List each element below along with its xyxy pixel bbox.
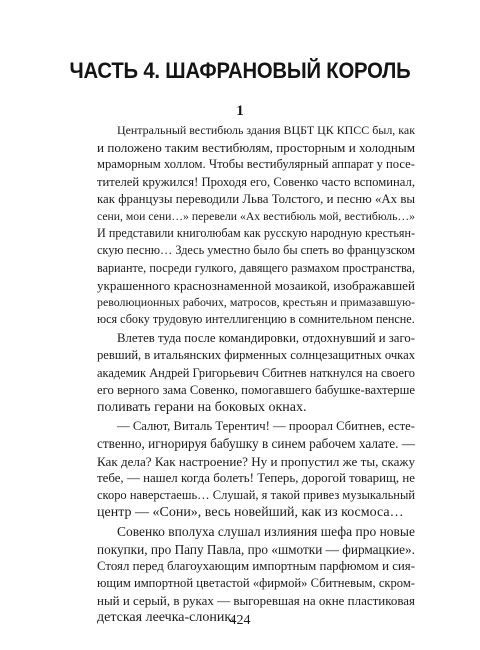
text-line: скую песню… Здесь уместно было бы спеть во французском	[97, 243, 415, 258]
text-line: и положено таким вестибюлям, просторным и холодным	[97, 140, 415, 156]
text-line: ственно, игнорируя бабушку в синем рабочем халате. —	[97, 436, 415, 452]
paragraph	[97, 418, 415, 521]
paragraph	[97, 523, 415, 626]
text-line: варианте, посреди гулкого, давящего размахом пространства,	[97, 260, 415, 275]
paragraph	[97, 122, 415, 328]
text-line: центр — «Сони», весь новейший, как из космоса…	[97, 505, 404, 521]
part-title: ЧАСТЬ 4. ШАФРАНОВЫЙ КОРОЛЬ	[69, 58, 411, 83]
text-line: сени, мои сени…» перевели «Ах вестибюль мой, вестибюль…»	[97, 209, 415, 223]
text-line: покупки, про Папу Павла, про «шмотки — фирмацкие».	[97, 541, 415, 557]
text-line: Влетев туда после командировки, отдохнувший и заго-	[117, 331, 415, 346]
text-line: тебе, — нашел когда болеть! Теперь, дорогой товарищ, не	[97, 470, 415, 485]
text-line: юся сбоку трудовую интеллигенцию в сомнительном пенсне.	[97, 312, 415, 327]
text-line: детская леечка-слоник.	[97, 610, 235, 626]
section-number: 1	[236, 103, 244, 119]
page-number: 424	[229, 613, 251, 628]
body-text	[97, 122, 415, 626]
text-line: Как дела? Как настроение? Ну и пропустил же ты, скажу	[97, 453, 415, 469]
text-line: — Салют, Виталь Терентич! — проорал Сбитнев, есте-	[117, 419, 415, 434]
text-line: тителей кружился! Проходя его, Совенко часто вспоминал,	[97, 174, 415, 189]
text-line: Совенко вполуха слушал излияния шефа про новые	[117, 524, 415, 540]
text-line: Центральный вестибюль здания ВЦБТ ЦК КПСС был, как	[117, 123, 415, 137]
text-line: его верного зама Совенко, помогавшего бабушке-вахтерше	[97, 382, 415, 397]
text-line: мраморным холлом. Чтобы вестибулярный аппарат у посе-	[97, 157, 415, 172]
text-line: академик Андрей Григорьевич Сбитнев наткнулся на своего	[97, 365, 415, 380]
text-line: И представили книголюбам как русскую народную крестьян-	[97, 226, 415, 241]
paragraph	[97, 330, 415, 416]
text-line: поливать герани на боковых окнах.	[97, 400, 307, 415]
text-line: ный и серый, в руках — выгоревшая на окне пластиковая	[97, 593, 415, 609]
text-line: ревший, в итальянских фирменных солнцезащитных очках	[97, 348, 415, 363]
text-line: революционных рабочих, матросов, крестьян и примазавшую-	[97, 294, 415, 309]
text-line: украшенного краснознаменной мозаикой, изображавшей	[97, 277, 415, 293]
text-line: скоро наверстаешь… Слушай, я такой привез музыкальный	[97, 487, 415, 502]
text-line: ющим импортной цветастой «фирмой» Сбитневым, скром-	[97, 575, 415, 590]
text-line: Стоял перед благоухающим импортным парфюмом и сия-	[97, 558, 415, 573]
text-line: как французы переводили Льва Толстого, и песню «Ах вы	[97, 191, 415, 206]
